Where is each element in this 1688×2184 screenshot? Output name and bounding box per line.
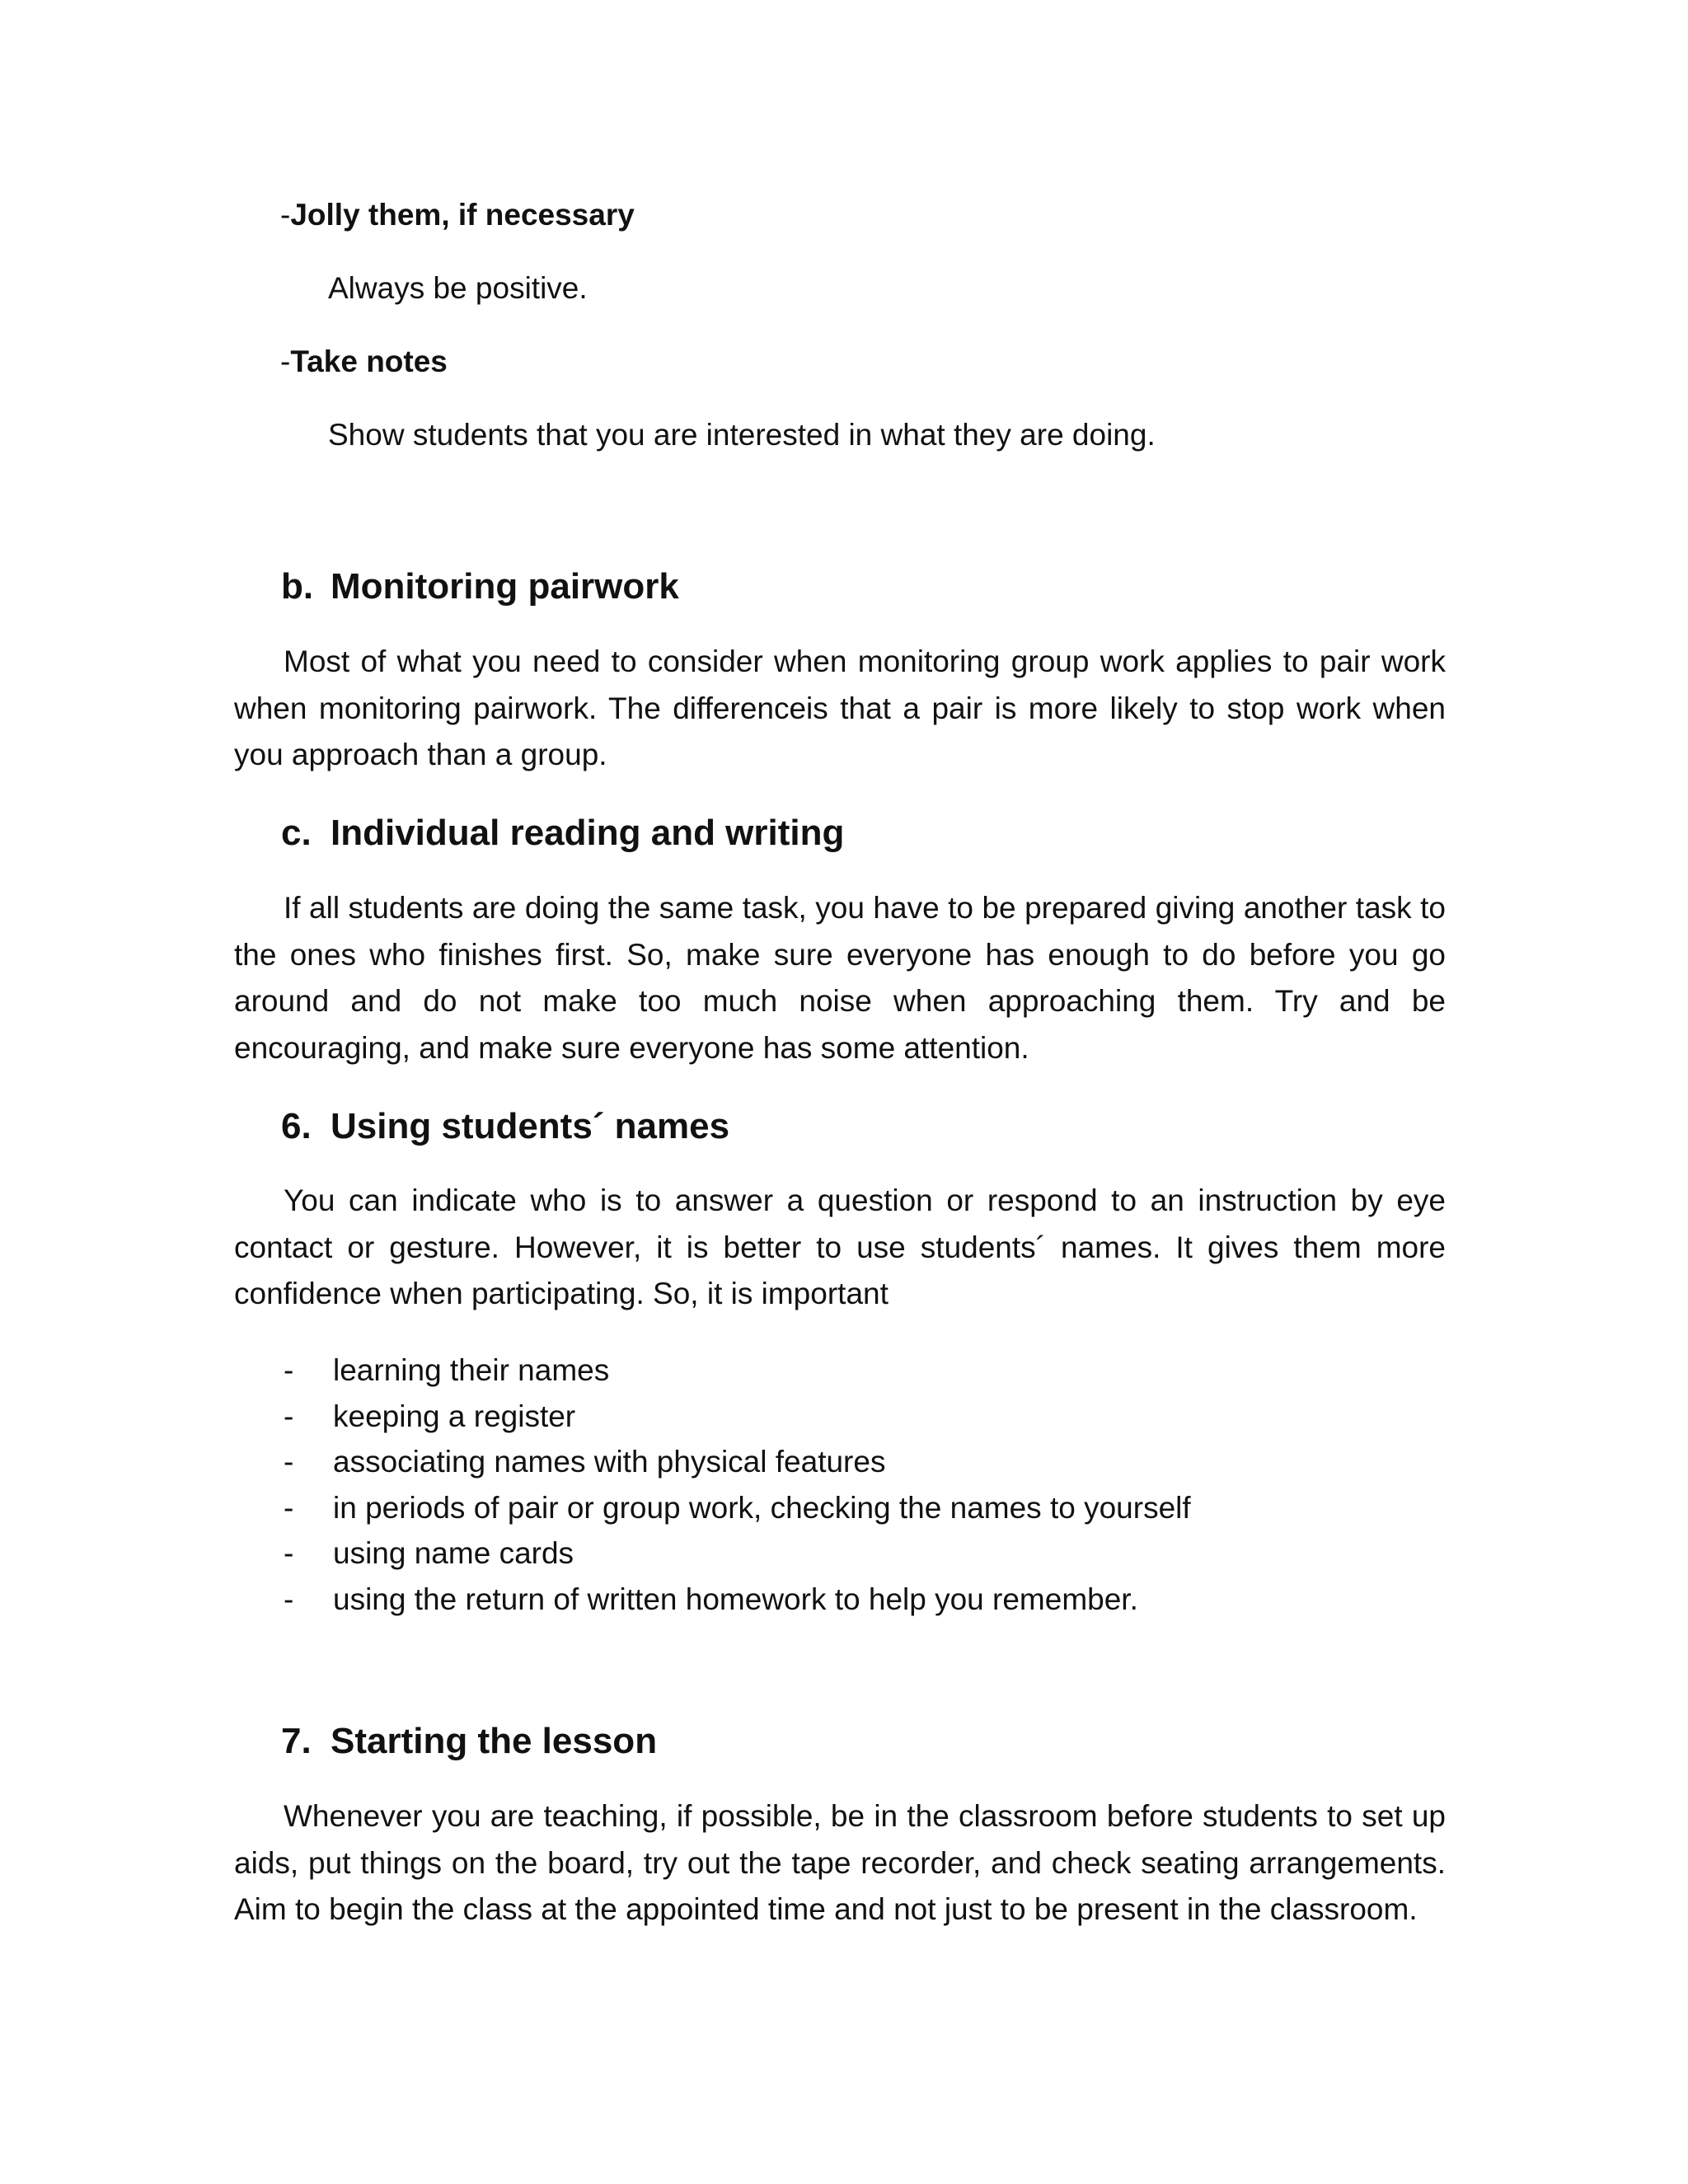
section-heading-students-names xyxy=(281,1104,729,1150)
list-item-text: keeping a register xyxy=(333,1399,576,1433)
list-item-text: learning their names xyxy=(333,1353,610,1387)
tip-note-jolly: Always be positive. xyxy=(328,271,588,305)
section-title: Monitoring pairwork xyxy=(331,566,679,607)
paragraph-starting-lesson: Whenever you are teaching, if possible, be in the classroom before students to set up aids, put things on the board, try out the tape recorder, and check seating arrangements. Aim to begin the class at the appointed time and not just to be present in the classroom. xyxy=(234,1799,1446,1926)
bullet-dash: - xyxy=(284,1399,294,1433)
paragraph-individual-reading: If all students are doing the same task, you have to be prepared giving another task to the ones who finishes first. So, make sure everyone has enough to do before you go around and do not make too much noise when approaching them. Try and be encouraging, and make sure everyone has some attention. xyxy=(234,891,1446,1065)
tip-heading-jolly xyxy=(280,195,635,235)
bullet-dash: - xyxy=(284,1490,294,1525)
section-number: b. xyxy=(281,566,314,607)
list-item-text: using the return of written homework to help you remember. xyxy=(333,1582,1138,1616)
tip-dash: - xyxy=(280,198,291,232)
tip-title: Take notes xyxy=(290,344,448,378)
list-item xyxy=(284,1439,1437,1485)
section-heading-starting-lesson xyxy=(281,1718,657,1765)
list-item-text: associating names with physical features xyxy=(333,1445,886,1479)
names-bullet-list xyxy=(284,1347,1437,1622)
section-title: Starting the lesson xyxy=(331,1721,658,1761)
list-item xyxy=(284,1485,1437,1531)
section-title: Using students´ names xyxy=(331,1106,730,1146)
list-item xyxy=(284,1347,1437,1394)
section-heading-monitoring-pairwork xyxy=(281,564,679,610)
bullet-dash: - xyxy=(284,1445,294,1479)
list-item-text: in periods of pair or group work, checking the names to yourself xyxy=(333,1490,1191,1525)
tip-note-notes: Show students that you are interested in what they are doing. xyxy=(328,418,1156,452)
tip-dash: - xyxy=(280,344,291,378)
section-heading-individual-reading xyxy=(281,810,844,856)
bullet-dash: - xyxy=(284,1582,294,1616)
list-item xyxy=(284,1577,1437,1623)
list-item xyxy=(284,1530,1437,1577)
paragraph-students-names: You can indicate who is to answer a question or respond to an instruction by eye contact or gesture. However, it is better to use students´ names. It gives them more confidence when participating. So, it is important xyxy=(234,1183,1446,1310)
bullet-dash: - xyxy=(284,1536,294,1570)
section-number: c. xyxy=(281,813,312,853)
list-item-text: using name cards xyxy=(333,1536,574,1570)
tip-title: Jolly them, if necessary xyxy=(290,198,635,232)
list-item xyxy=(284,1394,1437,1440)
section-title: Individual reading and writing xyxy=(331,813,845,853)
paragraph-monitoring-pairwork: Most of what you need to consider when monitoring group work applies to pair work when monitoring pairwork. The differenceis that a pair is more likely to stop work when you approach than a group. xyxy=(234,644,1446,771)
bullet-dash: - xyxy=(284,1353,294,1387)
section-number: 7. xyxy=(281,1721,312,1761)
tip-heading-notes xyxy=(280,342,448,382)
section-number: 6. xyxy=(281,1106,312,1146)
